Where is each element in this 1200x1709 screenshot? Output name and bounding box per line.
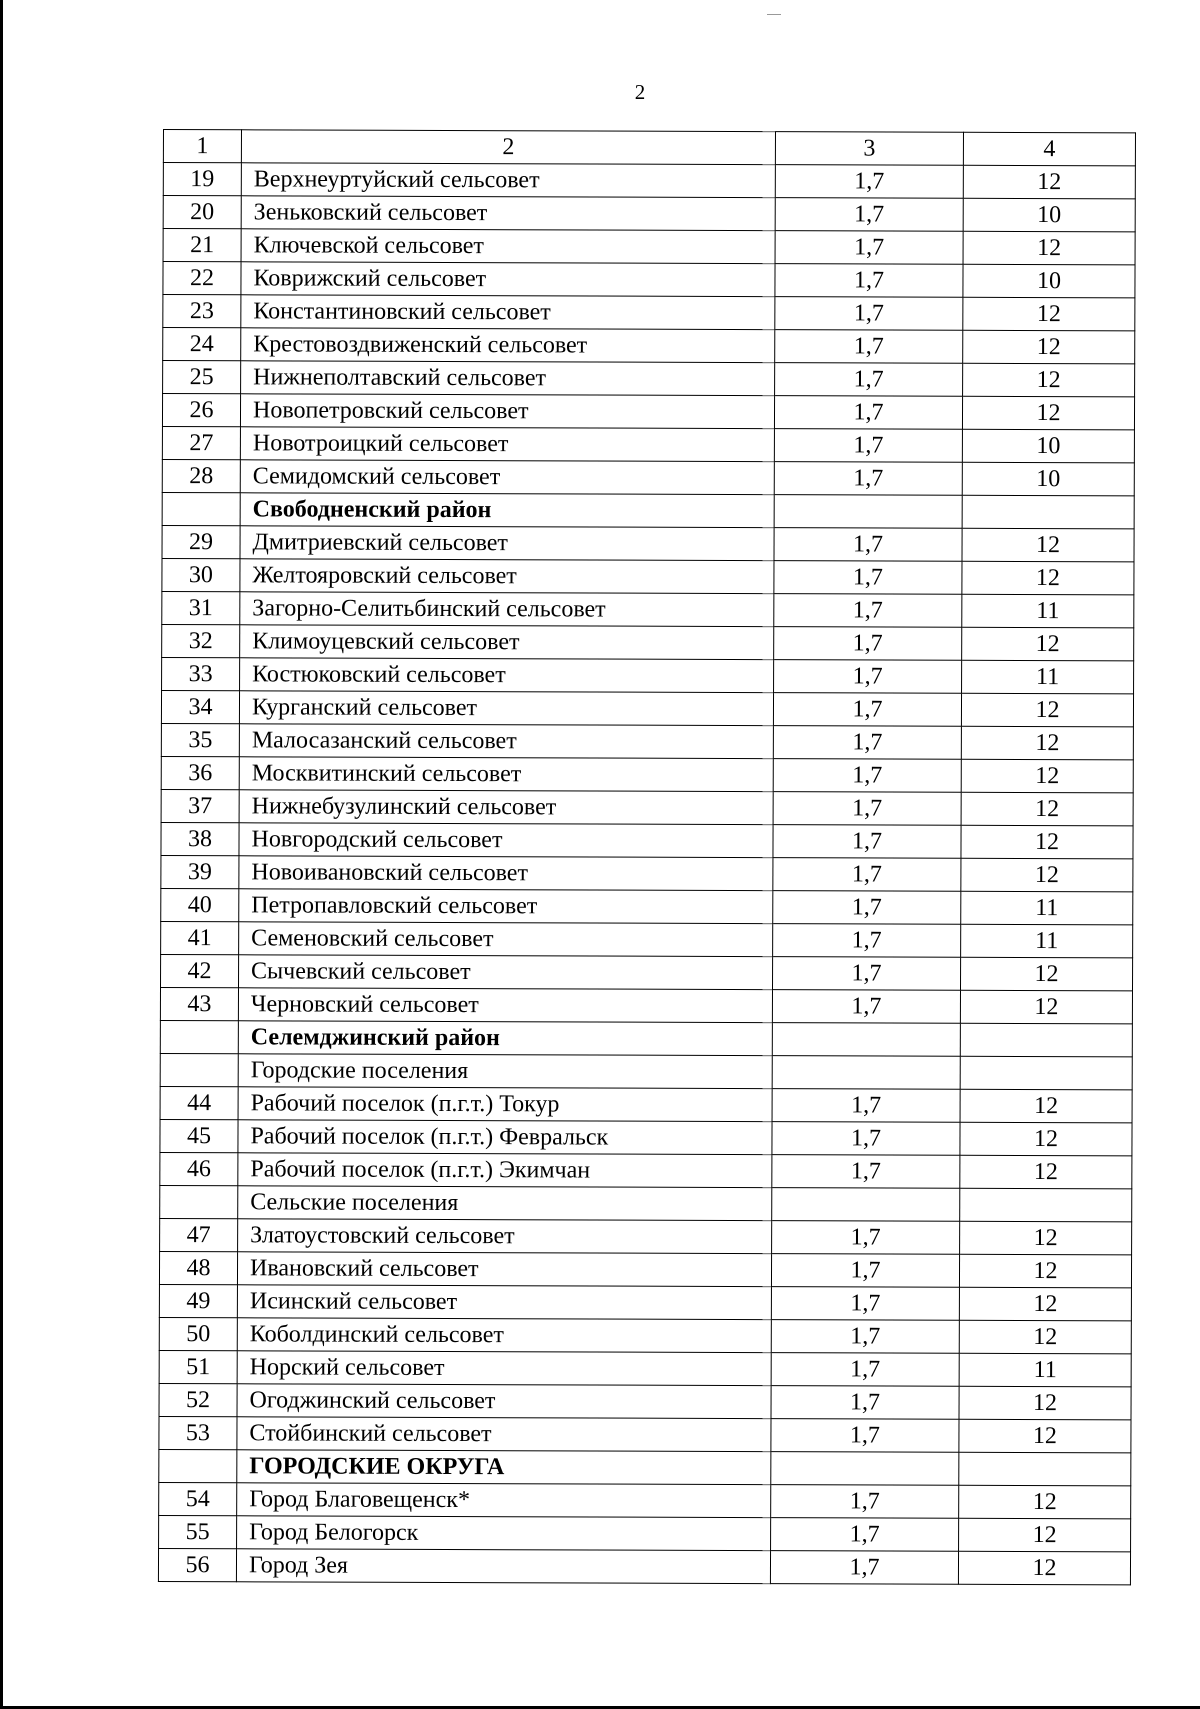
name-cell: ГОРОДСКИЕ ОКРУГА (237, 1450, 771, 1485)
name-cell: Нижнеполтавский сельсовет (241, 361, 775, 396)
value-cell: 12 (958, 1551, 1130, 1585)
coefficient-cell: 1,7 (773, 693, 961, 727)
row-number-cell: 19 (163, 163, 241, 196)
coefficient-cell: 1,7 (773, 924, 961, 958)
table-row (162, 558, 1134, 594)
name-cell: Новоивановский сельсовет (239, 856, 773, 891)
coefficient-cell: 1,7 (770, 1551, 958, 1585)
name-cell: Ивановский сельсовет (237, 1252, 771, 1287)
table-row (159, 1383, 1131, 1419)
name-cell: Исинский сельсовет (237, 1285, 771, 1320)
value-cell: 12 (961, 693, 1133, 727)
row-number-cell: 40 (161, 888, 239, 921)
row-number-cell: 34 (161, 690, 239, 723)
name-cell: Костюковский сельсовет (240, 658, 774, 693)
row-number-cell: 33 (162, 657, 240, 690)
table-row (162, 591, 1134, 627)
table-row (159, 1482, 1131, 1518)
row-number-cell: 49 (159, 1284, 237, 1317)
value-cell: 12 (960, 1221, 1132, 1255)
row-number-cell: 25 (163, 361, 241, 394)
table-row (162, 459, 1134, 495)
value-cell: 12 (960, 1155, 1132, 1189)
table-row (160, 1086, 1132, 1122)
row-number-cell: 23 (163, 295, 241, 328)
table-row (160, 1152, 1132, 1188)
value-cell: 11 (961, 924, 1133, 958)
row-number-cell: 48 (159, 1251, 237, 1284)
coefficient-cell: 1,7 (774, 462, 962, 496)
row-number-cell: 29 (162, 525, 240, 558)
row-number-cell: 35 (161, 723, 239, 756)
table-row (163, 361, 1135, 397)
coefficient-cell: 1,7 (771, 1386, 959, 1420)
value-cell: 12 (961, 858, 1133, 892)
table-row (161, 954, 1133, 990)
coefficient-cell: 1,7 (772, 1089, 960, 1123)
row-number-cell: 32 (162, 624, 240, 657)
coefficient-cell: 1,7 (771, 1320, 959, 1354)
row-number-cell: 44 (160, 1086, 238, 1119)
table-row (160, 1119, 1132, 1155)
coefficient-cell: 1,7 (774, 627, 962, 661)
coefficient-cell (772, 1023, 960, 1057)
coefficient-cell: 1,7 (771, 1485, 959, 1519)
table-body (158, 130, 1135, 1585)
name-cell: Малосазанский сельсовет (239, 724, 773, 759)
table-row (161, 822, 1133, 858)
coefficient-cell: 1,7 (774, 429, 962, 463)
coefficient-cell (772, 1056, 960, 1090)
header-col-1: 1 (163, 130, 241, 163)
table-row (162, 624, 1134, 660)
value-cell: 10 (963, 198, 1135, 232)
table-row (163, 328, 1135, 364)
name-cell: Сычевский сельсовет (239, 955, 773, 990)
coefficient-cell: 1,7 (771, 1518, 959, 1552)
coefficient-cell: 1,7 (772, 1221, 960, 1255)
coefficient-cell: 1,7 (774, 528, 962, 562)
table-row (158, 1548, 1130, 1584)
name-cell: Семидомский сельсовет (240, 460, 774, 495)
coefficient-cell: 1,7 (771, 1254, 959, 1288)
name-cell: Златоустовский сельсовет (238, 1219, 772, 1254)
name-cell: Крестовоздвиженский сельсовет (241, 328, 775, 363)
table-row (161, 690, 1133, 726)
row-number-cell: 56 (158, 1548, 236, 1581)
table-row (161, 756, 1133, 792)
name-cell: Городские поселения (238, 1054, 772, 1089)
name-cell: Загорно-Селитьбинский сельсовет (240, 592, 774, 627)
subsection-row (160, 1185, 1132, 1221)
table-row (162, 394, 1134, 430)
name-cell: Норский сельсовет (237, 1351, 771, 1386)
coefficient-cell: 1,7 (772, 990, 960, 1024)
subsection-row (160, 1053, 1132, 1089)
value-cell: 12 (959, 1485, 1131, 1519)
row-number-cell: 24 (163, 328, 241, 361)
row-number-cell: 43 (160, 987, 238, 1020)
name-cell: Огоджинский сельсовет (237, 1384, 771, 1419)
table-row (162, 525, 1134, 561)
row-number-cell: 50 (159, 1317, 237, 1350)
section-row (162, 492, 1134, 528)
name-cell: Желтояровский сельсовет (240, 559, 774, 594)
name-cell: Рабочий поселок (п.г.т.) Экимчан (238, 1153, 772, 1188)
coefficient-cell: 1,7 (773, 891, 961, 925)
coefficient-cell: 1,7 (774, 660, 962, 694)
coefficient-cell: 1,7 (771, 1353, 959, 1387)
value-cell: 12 (960, 957, 1132, 991)
coefficient-cell (772, 1188, 960, 1222)
value-cell: 10 (962, 429, 1134, 463)
coefficient-cell: 1,7 (774, 594, 962, 628)
coefficient-cell: 1,7 (775, 198, 963, 232)
value-cell: 12 (961, 825, 1133, 859)
header-col-2: 2 (241, 130, 775, 165)
value-cell: 12 (963, 231, 1135, 265)
coefficient-cell: 1,7 (773, 759, 961, 793)
row-number-cell: 46 (160, 1152, 238, 1185)
row-number-cell: 54 (159, 1482, 237, 1515)
value-cell (960, 1056, 1132, 1090)
section-row (160, 1020, 1132, 1056)
table-row (161, 921, 1133, 957)
name-cell: Дмитриевский сельсовет (240, 526, 774, 561)
table-row (162, 657, 1134, 693)
coefficient-cell: 1,7 (773, 858, 961, 892)
name-cell: Новгородский сельсовет (239, 823, 773, 858)
name-cell: Селемджинский район (238, 1021, 772, 1056)
value-cell: 12 (963, 330, 1135, 364)
row-number-cell: 52 (159, 1383, 237, 1416)
coefficient-cell: 1,7 (775, 264, 963, 298)
value-cell: 12 (963, 363, 1135, 397)
coefficient-cell (774, 495, 962, 529)
value-cell: 12 (960, 1122, 1132, 1156)
value-cell (959, 1452, 1131, 1486)
table-row (159, 1350, 1131, 1386)
value-cell: 11 (961, 891, 1133, 925)
coefficient-cell: 1,7 (775, 330, 963, 364)
coefficient-cell: 1,7 (774, 561, 962, 595)
row-number-cell (162, 492, 240, 525)
name-cell: Новопетровский сельсовет (240, 394, 774, 429)
row-number-cell: 21 (163, 229, 241, 262)
name-cell: Сельские поселения (238, 1186, 772, 1221)
coefficient-cell: 1,7 (775, 231, 963, 265)
coefficient-cell: 1,7 (775, 363, 963, 397)
value-cell: 12 (959, 1320, 1131, 1354)
page-number: 2 (634, 80, 646, 104)
coefficient-cell: 1,7 (771, 1287, 959, 1321)
value-cell: 12 (959, 1386, 1131, 1420)
row-number-cell: 42 (161, 954, 239, 987)
row-number-cell: 38 (161, 822, 239, 855)
table-row (159, 1251, 1131, 1287)
row-number-cell: 28 (162, 459, 240, 492)
table-row (161, 723, 1133, 759)
value-cell: 12 (961, 759, 1133, 793)
table-row (162, 426, 1134, 462)
table-row (159, 1284, 1131, 1320)
name-cell: Семеновский сельсовет (239, 922, 773, 957)
name-cell: Константиновский сельсовет (241, 295, 775, 330)
name-cell: Курганский сельсовет (239, 691, 773, 726)
value-cell: 11 (962, 660, 1134, 694)
name-cell: Климоуцевский сельсовет (240, 625, 774, 660)
value-cell: 12 (963, 165, 1135, 199)
row-number-cell: 37 (161, 789, 239, 822)
value-cell (960, 1023, 1132, 1057)
value-cell (960, 1188, 1132, 1222)
value-cell: 12 (961, 792, 1133, 826)
value-cell: 12 (959, 1518, 1131, 1552)
value-cell: 12 (959, 1287, 1131, 1321)
row-number-cell: 41 (161, 921, 239, 954)
table-row (159, 1515, 1131, 1551)
name-cell: Рабочий поселок (п.г.т.) Февральск (238, 1120, 772, 1155)
name-cell: Верхнеуртуйский сельсовет (241, 163, 775, 198)
row-number-cell: 36 (161, 756, 239, 789)
name-cell: Город Зея (236, 1549, 770, 1584)
scan-edge-left (0, 0, 3, 1709)
name-cell: Новотроицкий сельсовет (240, 427, 774, 462)
coefficient-cell: 1,7 (773, 792, 961, 826)
name-cell: Черновский сельсовет (238, 988, 772, 1023)
coefficient-cell: 1,7 (772, 957, 960, 991)
table-header-row (163, 130, 1135, 166)
row-number-cell (159, 1449, 237, 1482)
name-cell: Коврижский сельсовет (241, 262, 775, 297)
coefficient-cell: 1,7 (775, 297, 963, 331)
name-cell: Нижнебузулинский сельсовет (239, 790, 773, 825)
value-cell: 12 (962, 396, 1134, 430)
name-cell: Город Благовещенск* (237, 1483, 771, 1518)
value-cell: 10 (963, 264, 1135, 298)
table-row (163, 262, 1135, 298)
coefficient-cell: 1,7 (775, 165, 963, 199)
coefficient-cell: 1,7 (772, 1155, 960, 1189)
name-cell: Свободненский район (240, 493, 774, 528)
row-number-cell (160, 1020, 238, 1053)
row-number-cell: 26 (162, 394, 240, 427)
table-row (163, 196, 1135, 232)
value-cell: 12 (959, 1254, 1131, 1288)
row-number-cell: 47 (160, 1218, 238, 1251)
value-cell: 11 (962, 594, 1134, 628)
table-row (159, 1317, 1131, 1353)
name-cell: Коболдинский сельсовет (237, 1318, 771, 1353)
coefficient-cell: 1,7 (773, 726, 961, 760)
value-cell: 12 (962, 528, 1134, 562)
value-cell (962, 495, 1134, 529)
name-cell: Город Белогорск (237, 1516, 771, 1551)
name-cell: Зеньковский сельсовет (241, 196, 775, 231)
row-number-cell: 27 (162, 426, 240, 459)
coefficient-cell: 1,7 (774, 396, 962, 430)
table-row (161, 789, 1133, 825)
row-number-cell: 51 (159, 1350, 237, 1383)
value-cell: 12 (962, 627, 1134, 661)
row-number-cell: 39 (161, 855, 239, 888)
table-row (161, 855, 1133, 891)
table-row (163, 295, 1135, 331)
name-cell: Москвитинский сельсовет (239, 757, 773, 792)
row-number-cell: 53 (159, 1416, 237, 1449)
row-number-cell: 55 (159, 1515, 237, 1548)
name-cell: Рабочий поселок (п.г.т.) Токур (238, 1087, 772, 1122)
row-number-cell: 31 (162, 591, 240, 624)
value-cell: 12 (963, 297, 1135, 331)
data-table (158, 129, 1136, 1585)
table-row (160, 987, 1132, 1023)
table-row (160, 1218, 1132, 1254)
row-number-cell: 45 (160, 1119, 238, 1152)
table-row (163, 163, 1135, 199)
header-col-3: 3 (775, 132, 963, 166)
value-cell: 11 (959, 1353, 1131, 1387)
header-col-4: 4 (963, 132, 1135, 166)
value-cell: 12 (962, 561, 1134, 595)
table-row (163, 229, 1135, 265)
name-cell: Ключевской сельсовет (241, 229, 775, 264)
row-number-cell: 20 (163, 196, 241, 229)
section-row (159, 1449, 1131, 1485)
row-number-cell: 30 (162, 558, 240, 591)
value-cell: 12 (961, 726, 1133, 760)
value-cell: 10 (962, 462, 1134, 496)
coefficient-cell: 1,7 (772, 1122, 960, 1156)
table-row (159, 1416, 1131, 1452)
row-number-cell (160, 1185, 238, 1218)
coefficient-cell (771, 1452, 959, 1486)
coefficient-cell: 1,7 (771, 1419, 959, 1453)
value-cell: 12 (960, 1089, 1132, 1123)
name-cell: Стойбинский сельсовет (237, 1417, 771, 1452)
scan-mark (767, 14, 781, 15)
value-cell: 12 (960, 990, 1132, 1024)
row-number-cell: 22 (163, 262, 241, 295)
name-cell: Петропавловский сельсовет (239, 889, 773, 924)
coefficient-cell: 1,7 (773, 825, 961, 859)
value-cell: 12 (959, 1419, 1131, 1453)
row-number-cell (160, 1053, 238, 1086)
table-row (161, 888, 1133, 924)
